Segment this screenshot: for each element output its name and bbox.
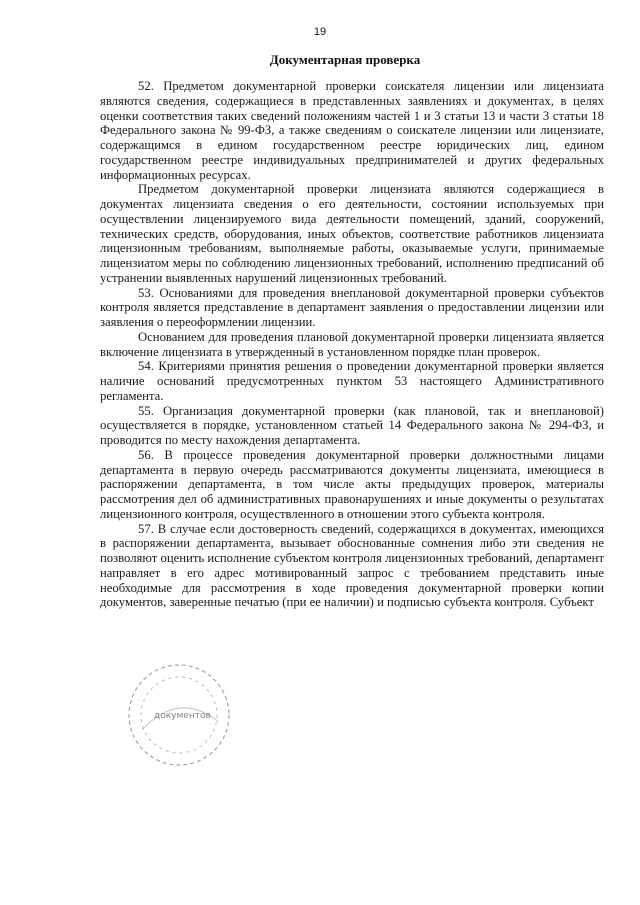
paragraph-57: 57. В случае если достоверность сведений, содержащихся в документах, имеющихся в распоряжении департамента, вызывает обоснованные сомнения либо эти сведения не позволяют оценить исполнение субъектом контроля лицензионных требований, департамент направляет в его адрес мотивированный запрос с требованием представить иные необходимые для рассмотрения в ходе проведения документарной проверки копии документов, заверенные печатью (при ее наличии) и подписью субъекта контроля. Субъект	[100, 521, 604, 610]
stamp-text: документов	[154, 711, 211, 721]
stamp-seal	[124, 660, 234, 770]
document-body	[100, 79, 604, 610]
section-title: Документарная проверка	[269, 52, 421, 67]
paragraph-53: 53. Основаниями для проведения внеплановой документарной проверки субъектов контроля является представление в департамент заявления о предоставлении лицензии или заявления о переоформлении лицензии.	[100, 285, 604, 329]
paragraph-56: 56. В процессе проведения документарной проверки должностными лицами департамента в первую очередь рассматриваются документы лицензиата, имеющиеся в распоряжении департамента, в том числе акты предыдущих проверок, материалы рассмотрения дел об административных правонарушениях и иные документы о результатах лицензионного контроля, осуществленного в отношении этого субъекта контроля.	[100, 447, 604, 521]
paragraph-52: 52. Предметом документарной проверки соискателя лицензии или лицензиата являются сведения, содержащиеся в представленных заявлениях и документах, в целях оценки соответствия таких сведений положениям частей 1 и 3 статьи 13 и части 3 статьи 18 Федерального закона № 99-ФЗ, а также сведениям о соискателе лицензии или лицензиате, содержащимся в едином государственном реестре юридических лиц, едином государственном реестре индивидуальных предпринимателей и других федеральных информационных ресурсах.	[100, 79, 604, 182]
paragraph-53-planned: Основанием для проведения плановой документарной проверки лицензиата является включение лицензиата в утвержденный в установленном порядке план проверок.	[100, 329, 604, 359]
paragraph-52-subject: Предметом документарной проверки лицензиата являются содержащиеся в документах лицензиата сведения о его деятельности, состоянии используемых при осуществлении лицензируемого вида деятельности помещений, зданий, сооружений, технических средств, оборудования, иных объектов, соответствие работников лицензиата лицензионным требованиям, выполняемые работы, оказываемые услуги, принимаемые лицензиатом меры по соблюдению лицензионных требований, исполнению предписаний об устранении выявленных нарушений лицензионных требований.	[100, 182, 604, 285]
page-number: 19	[313, 26, 327, 38]
paragraph-54: 54. Критериями принятия решения о проведении документарной проверки является наличие оснований предусмотренных пунктом 53 настоящего Административного регламента.	[100, 359, 604, 403]
paragraph-55: 55. Организация документарной проверки (как плановой, так и внеплановой) осуществляется в порядке, установленном статьей 14 Федерального закона № 294-ФЗ, и проводится по месту нахождения департамента.	[100, 403, 604, 447]
